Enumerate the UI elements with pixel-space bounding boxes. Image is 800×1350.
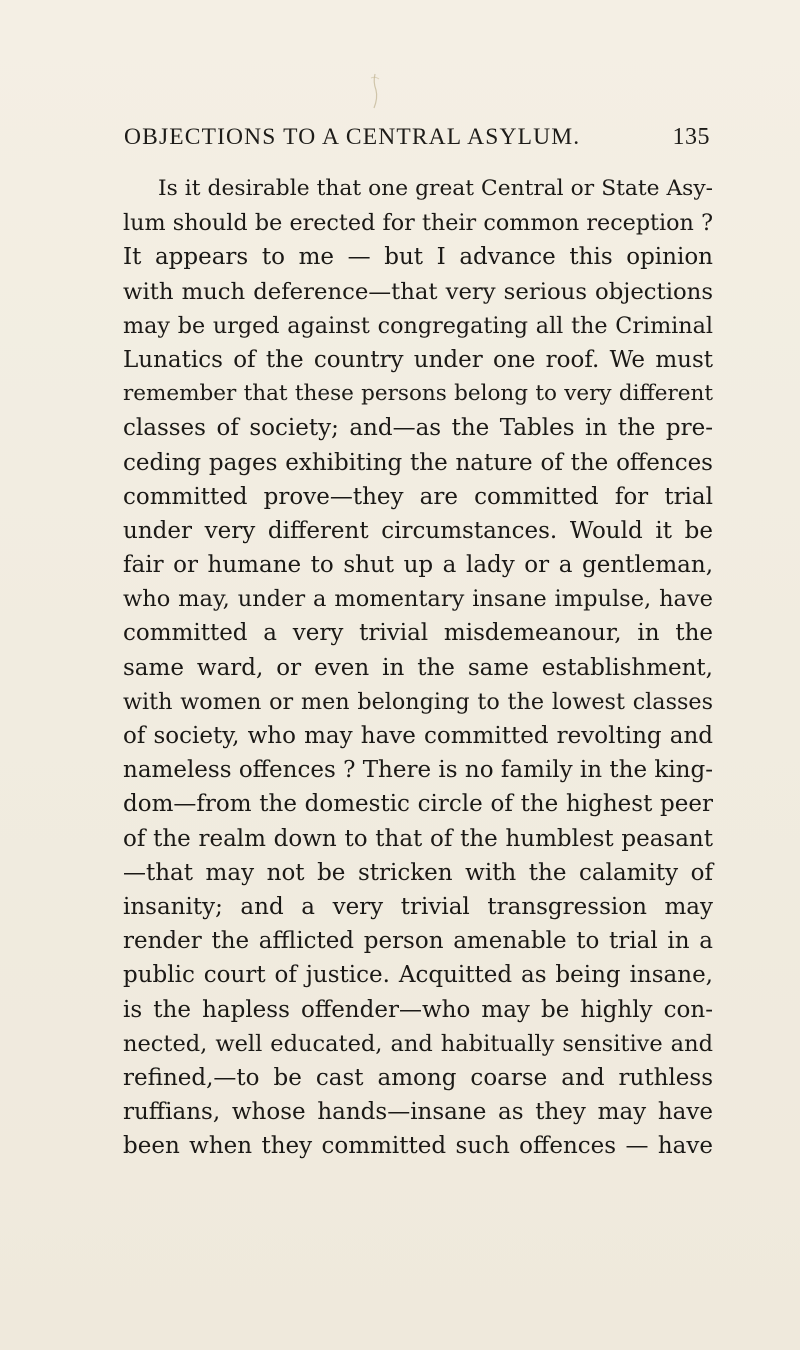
- text-line: been when they committed such offences — have: [123, 1133, 713, 1160]
- text-line: Is it desirable that one great Central or State Asy-: [158, 176, 713, 201]
- text-line: —that may not be stricken with the calamity of: [123, 859, 713, 886]
- text-line: under very different circumstances. Would it be: [123, 517, 713, 544]
- text-line: with women or men belonging to the lowest classes: [123, 688, 713, 715]
- body-text: [123, 172, 713, 1163]
- text-line: refined,—to be cast among coarse and ruthless: [123, 1064, 713, 1091]
- text-line: public court of justice. Acquitted as being insane,: [123, 962, 713, 989]
- text-line: nameless offences ? There is no family in the king-: [123, 757, 713, 784]
- text-line: committed a very trivial misdemeanour, in the: [123, 620, 713, 647]
- text-line: may be urged against congregating all the Criminal: [123, 312, 713, 339]
- running-header: [124, 120, 710, 156]
- text-line: who may, under a momentary insane impulse, have: [123, 586, 713, 613]
- text-line: remember that these persons belong to very different: [123, 381, 713, 407]
- text-line: same ward, or even in the same establishment,: [123, 654, 713, 681]
- text-line: is the hapless offender—who may be highly con-: [123, 996, 713, 1023]
- text-line: lum should be erected for their common reception ?: [123, 210, 713, 237]
- text-line: classes of society; and—as the Tables in the pre-: [123, 415, 713, 442]
- text-line: of society, who may have committed revolting and: [123, 723, 713, 749]
- text-line: render the afflicted person amenable to trial in a: [123, 928, 713, 955]
- text-line: nected, well educated, and habitually sensitive and: [123, 1030, 713, 1057]
- text-line: It appears to me — but I advance this opinion: [123, 244, 713, 271]
- text-line: fair or humane to shut up a lady or a gentleman,: [123, 552, 713, 579]
- text-line: ruffians, whose hands—insane as they may have: [123, 1099, 713, 1126]
- text-line: ceding pages exhibiting the nature of the offences: [123, 449, 713, 476]
- text-line: with much deference—that very serious objections: [123, 278, 713, 305]
- text-line: of the realm down to that of the humblest peasant: [123, 825, 713, 852]
- text-line: committed prove—they are committed for trial: [123, 483, 713, 510]
- running-title: OBJECTIONS TO A CENTRAL ASYLUM.: [124, 124, 581, 150]
- ink-mark: [365, 72, 385, 112]
- text-line: insanity; and a very trivial transgression may: [123, 893, 713, 920]
- text-line: dom—from the domestic circle of the highest peer: [123, 791, 713, 818]
- page-number: 135: [672, 124, 710, 150]
- text-line: Lunatics of the country under one roof. We must: [123, 346, 713, 373]
